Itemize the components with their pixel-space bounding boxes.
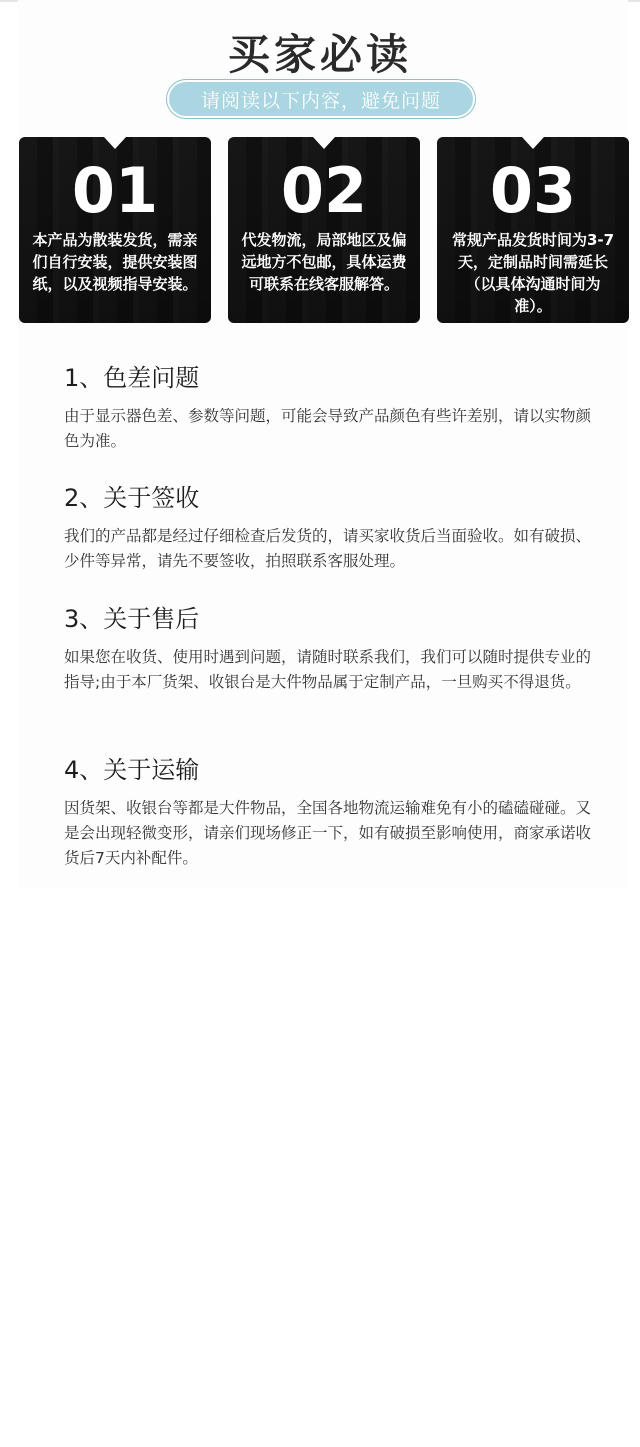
notice-card-3 (437, 137, 629, 323)
section-body: 如果您在收货、使用时遇到问题，请随时联系我们，我们可以随时提供专业的指导;由于本厂货架、收银台是大件物品属于定制产品，一旦购买不得退货。 (64, 648, 592, 691)
section-title: 2、关于签收 (64, 484, 200, 512)
section-after-sales (64, 603, 604, 695)
section-body: 因货架、收银台等都是大件物品，全国各地物流运输难免有小的磕磕碰碰。又是会出现轻微变形，请亲们现场修正一下，如有破损至影响使用，商家承诺收货后7天内补配件。 (64, 799, 592, 867)
section-transport (64, 754, 604, 871)
card-notch (104, 137, 126, 149)
section-body: 由于显示器色差、参数等问题，可能会导致产品颜色有些许差别，请以实物颜色为准。 (64, 407, 592, 450)
card-text: 代发物流，局部地区及偏远地方不包邮，具体运费可联系在线客服解答。 (241, 231, 407, 293)
section-body: 我们的产品都是经过仔细检查后发货的，请买家收货后当面验收。如有破损、少件等异常，请先不要签收，拍照联系客服处理。 (64, 527, 592, 570)
card-number: 03 (489, 154, 577, 227)
section-signing (64, 482, 604, 574)
notice-card-2 (228, 137, 420, 323)
subtitle-badge (167, 80, 475, 118)
card-notch (522, 137, 544, 149)
card-text: 本产品为散装发货，需亲们自行安装，提供安装图纸，以及视频指导安装。 (32, 231, 198, 293)
card-number: 02 (280, 154, 368, 227)
page-title: 买家必读 (227, 30, 412, 79)
section-title: 4、关于运输 (64, 756, 200, 784)
section-title: 1、色差问题 (64, 364, 200, 392)
subtitle-text: 请阅读以下内容，避免问题 (200, 89, 441, 112)
section-title: 3、关于售后 (64, 605, 200, 633)
notice-card-1 (19, 137, 211, 323)
card-notch (313, 137, 335, 149)
section-color-difference (64, 362, 604, 454)
card-text: 常规产品发货时间为3-7天，定制品时间需延长（以具体沟通时间为准）。 (451, 231, 615, 315)
card-number: 01 (71, 154, 159, 227)
